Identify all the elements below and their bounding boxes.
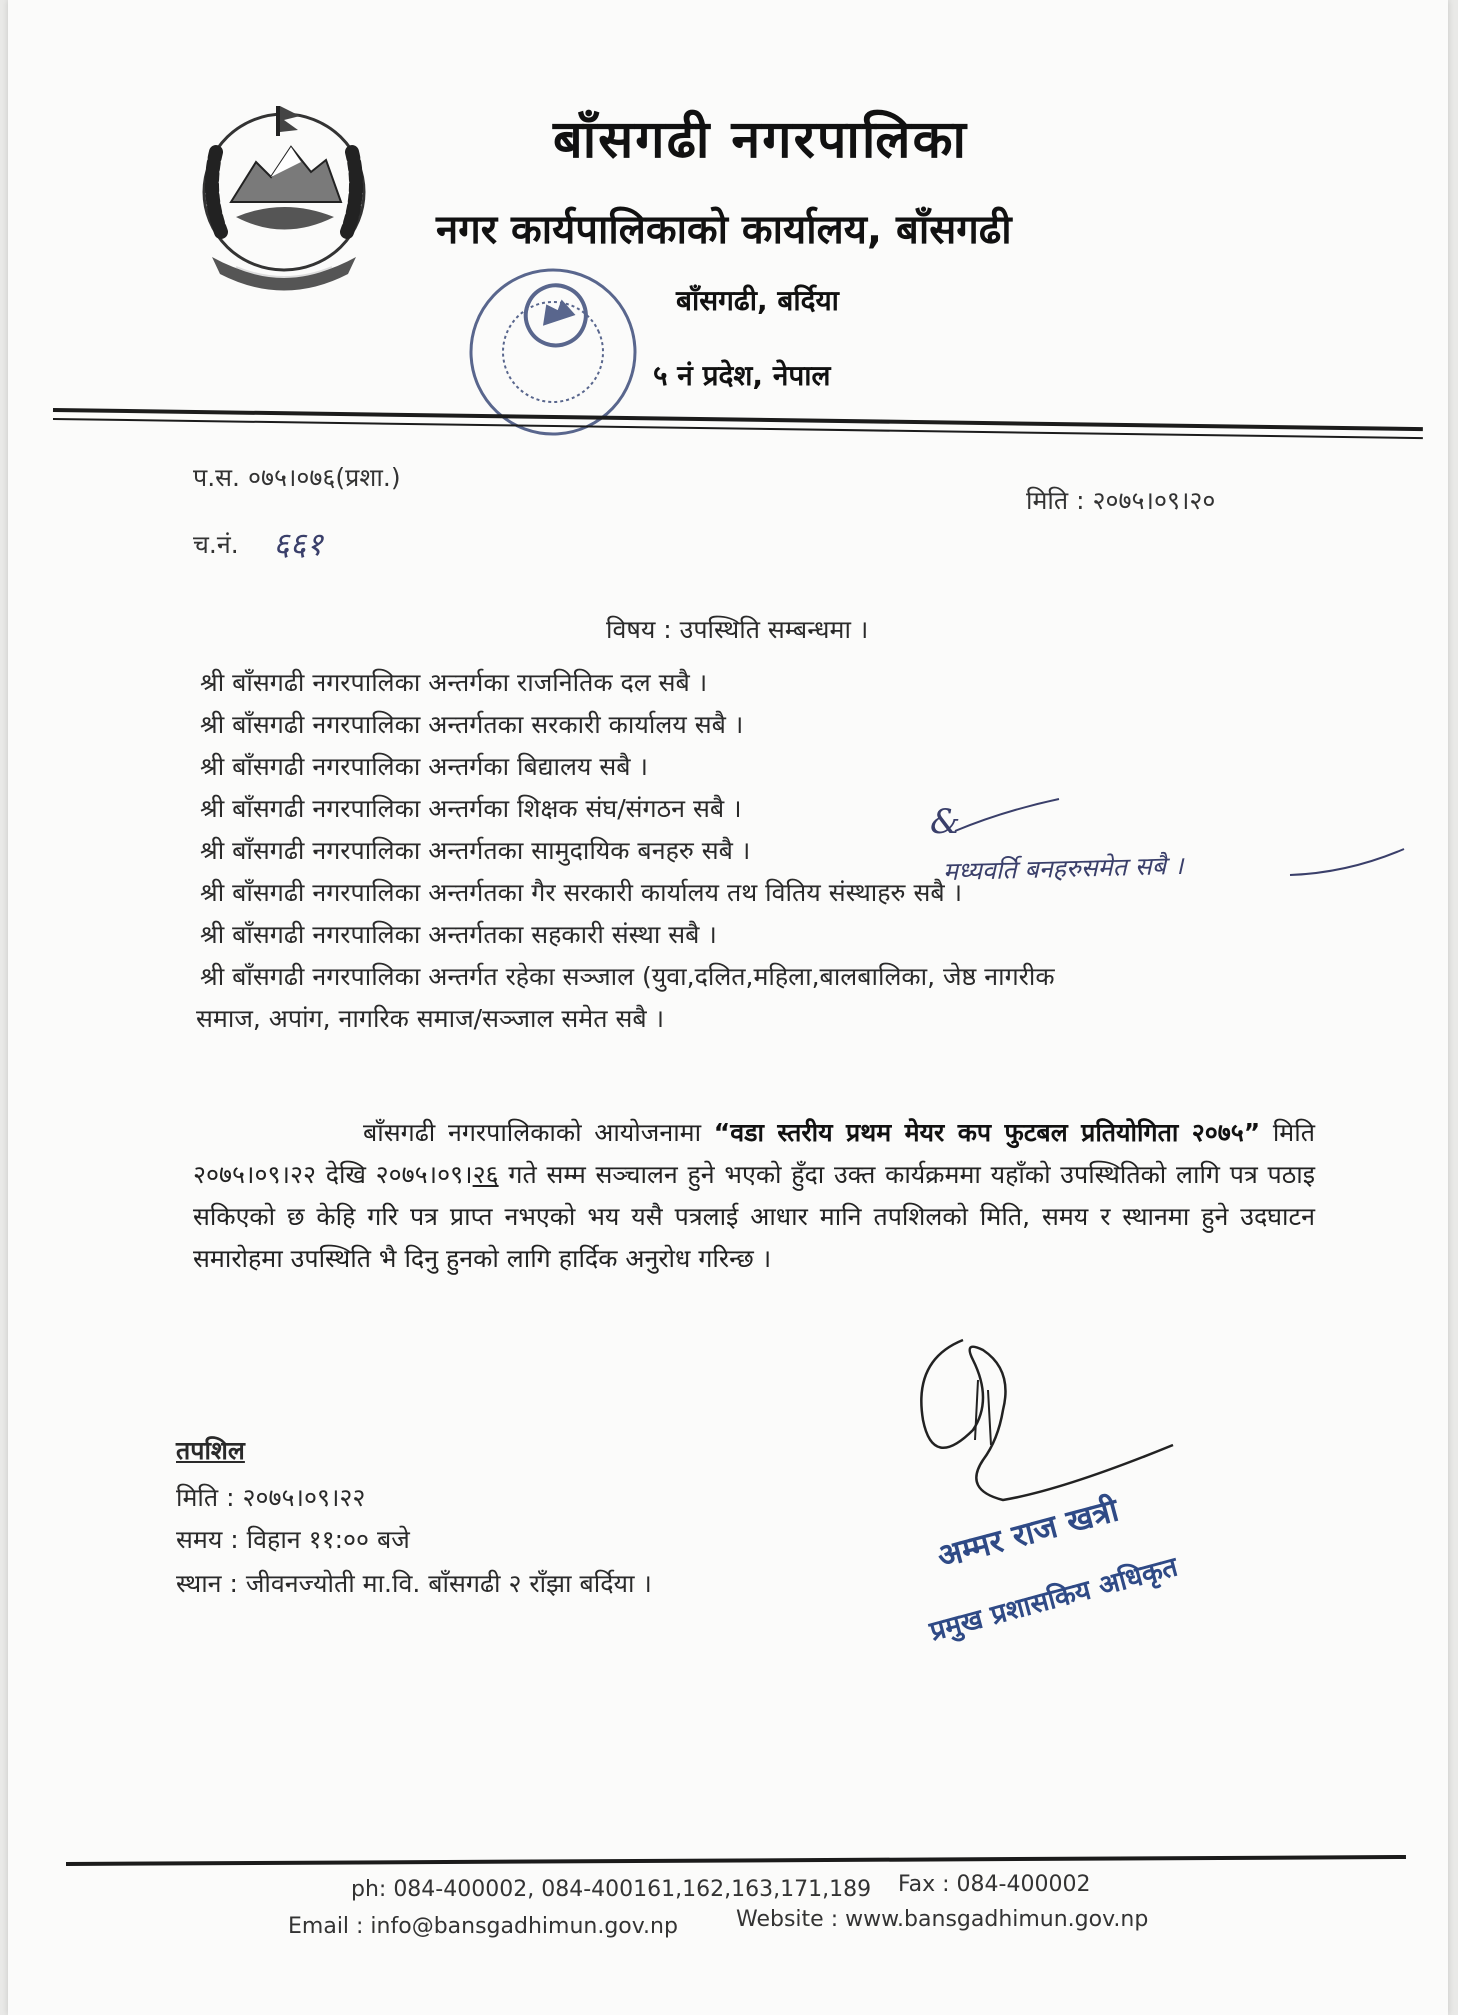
recipient-line: श्री बाँसगढी नगरपालिका अन्तर्गतका गैर सरकारी कार्यालय तथ वितिय संस्थाहरु सबै ।: [200, 878, 963, 907]
recipient-line: श्री बाँसगढी नगरपालिका अन्तर्गतका सहकारी संस्था सबै ।: [200, 920, 717, 949]
dispatch-number-label: च.नं.: [193, 530, 239, 559]
body-paragraph: [193, 1112, 1315, 1280]
event-name: “वडा स्तरीय प्रथम मेयर कप फुटबल प्रतियोगिता २०७५”: [713, 1118, 1261, 1147]
dispatch-number-handwritten: ६६१: [273, 525, 323, 563]
body-text-part2: मिति २०७५।०९।२२ देखि २०७५।०९।: [193, 1118, 1315, 1189]
signatory-title: प्रमुख प्रशासकिय अधिकृत: [926, 1551, 1181, 1648]
recipient-line: श्री बाँसगढी नगरपालिका अन्तर्गका राजनितिक दल सबै ।: [200, 668, 708, 697]
handwritten-addition: मध्यवर्ति बनहरुसमेत सबै ।: [942, 850, 1184, 887]
footer-rule: [66, 1855, 1406, 1866]
footer-email: Email : info@bansgadhimun.gov.np: [288, 1914, 678, 1939]
office-name: नगर कार्यपालिकाको कार्यालय, बाँसगढी: [436, 207, 1012, 253]
subject-line: विषय : उपस्थिति सम्बन्धमा ।: [606, 615, 869, 644]
recipient-line: श्री बाँसगढी नगरपालिका अन्तर्गत रहेका सञ्जाल (युवा,दलित,महिला,बालबालिका, जेष्ठ नागरीक: [200, 962, 1055, 991]
handwritten-ampersand: &: [930, 802, 961, 842]
recipient-line: समाज, अपांग, नागरिक समाज/सञ्जाल समेत सबै ।: [196, 1004, 665, 1033]
address-line1: बाँसगढी, बर्दिया: [676, 284, 839, 317]
letter-page: [8, 0, 1448, 2015]
details-heading: तपशिल: [176, 1436, 245, 1465]
org-name: बाँसगढी नगरपालिका: [553, 110, 968, 170]
body-text-part1: बाँसगढी नगरपालिकाको आयोजनामा: [363, 1118, 714, 1147]
body-text-part3: गते सम्म सञ्चालन हुने भएको हुँदा उक्त कार्यक्रममा यहाँको उपस्थितिको लागि पत्र पठाइ सकिएको छ केहि गरि पत्र प्राप्त नभएको भय यसै पत्रलाई आधार मानि तपशिलको मिति, समय र स्थानमा हुने उदघाटन समारोहमा उपस्थिति भै दिनु हुनको लागि हार्दिक अनुरोध गरिन्छ ।: [193, 1160, 1315, 1273]
recipient-line: श्री बाँसगढी नगरपालिका अन्तर्गतका सरकारी कार्यालय सबै ।: [200, 710, 744, 739]
handwritten-stroke: [953, 795, 1063, 835]
footer-phone: ph: 084-400002, 084-400161,162,163,171,189: [351, 1877, 872, 1902]
details-time: समय : विहान ११:०० बजे: [176, 1525, 410, 1554]
details-place: स्थान : जीवनज्योती मा.वि. बाँसगढी २ राँझा बर्दिया ।: [176, 1569, 652, 1598]
handwritten-underline: [1288, 845, 1408, 885]
recipient-line: श्री बाँसगढी नगरपालिका अन्तर्गका शिक्षक संघ/संगठन सबै ।: [200, 794, 742, 823]
footer-website: Website : www.bansgadhimun.gov.np: [736, 1907, 1149, 1932]
end-day-underlined: २६: [472, 1160, 499, 1189]
signatory-name: अम्मर राज खत्री: [933, 1490, 1123, 1576]
national-emblem: [176, 92, 391, 292]
office-stamp: [433, 232, 672, 471]
handwritten-signature: [903, 1320, 1183, 1530]
address-line2: ५ नं प्रदेश, नेपाल: [653, 359, 831, 392]
recipient-line: श्री बाँसगढी नगरपालिका अन्तर्गका बिद्यालय सबै ।: [200, 752, 648, 781]
letter-date: मिति : २०७५।०९।२०: [1026, 486, 1216, 515]
recipient-line: श्री बाँसगढी नगरपालिका अन्तर्गतका सामुदायिक बनहरु सबै ।: [200, 836, 751, 865]
footer-fax: Fax : 084-400002: [898, 1872, 1091, 1897]
details-date: मिति : २०७५।०९।२२: [176, 1483, 366, 1512]
recipient-list: [196, 665, 1055, 1043]
reference-number: प.स. ०७५।०७६(प्रशा.): [193, 463, 401, 492]
